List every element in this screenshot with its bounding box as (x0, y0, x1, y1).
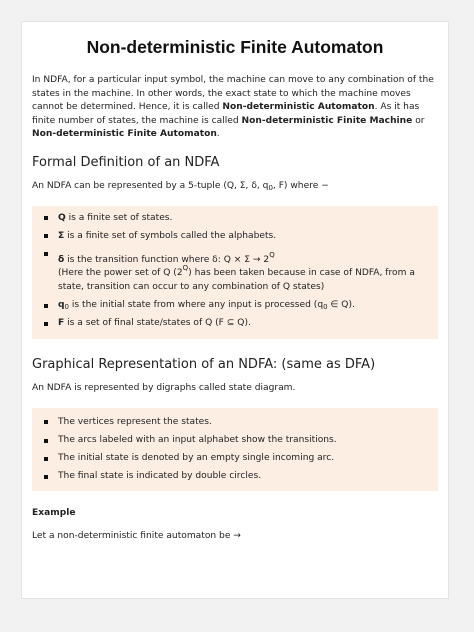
formal-definition-list (44, 212, 426, 331)
list-item (44, 299, 426, 313)
example-text: Let a non-deterministic finite automaton be → (32, 531, 241, 542)
list-item: The final state is indicated by double circles. (44, 470, 426, 484)
list-item (44, 212, 426, 226)
formal-definition-heading: Formal Definition of an NDFA (32, 154, 220, 170)
list-item (44, 317, 426, 331)
subscript: 0 (268, 183, 273, 192)
content (22, 22, 448, 544)
list-item: The initial state is denoted by an empty single incoming arc. (44, 452, 426, 466)
graphical-representation-heading: Graphical Representation of an NDFA: (same as DFA) (32, 357, 376, 373)
superscript: Q (182, 264, 189, 273)
list-item (44, 230, 426, 244)
symbol: Q (58, 212, 66, 223)
formal-lead (32, 180, 438, 194)
intro-paragraph (32, 74, 438, 142)
formal-lead-text: An NDFA can be represented by a 5-tuple (Q, Σ, δ, q (32, 180, 269, 191)
note-text: ) has been taken because in case of NDFA, from a state, transition can occur to any combination of Q states) (58, 268, 415, 292)
example-heading: Example (32, 507, 76, 518)
item-text: is a set of final state/states of Q (F ⊆ Q). (64, 318, 251, 329)
symbol: δ (58, 254, 65, 265)
intro-bold-term: Non-deterministic Automaton (222, 102, 375, 113)
symbol: Σ (58, 230, 65, 241)
formal-definition-box (32, 206, 438, 340)
graphical-lead: An NDFA is represented by digraphs called state diagram. (32, 383, 296, 394)
list-item: The vertices represent the states. (44, 416, 426, 430)
note-text: (Here the power set of Q (2 (58, 268, 183, 279)
intro-bold-term: Non-deterministic Finite Automaton (32, 129, 217, 140)
intro-text: or (412, 115, 425, 126)
item-text: is a finite set of symbols called the alphabets. (64, 230, 277, 241)
intro-text: . (216, 129, 220, 140)
symbol: F (58, 318, 65, 329)
page-title: Non-deterministic Finite Automaton (86, 37, 384, 57)
superscript: Q (269, 250, 275, 259)
graphical-list (44, 416, 426, 484)
subscript: 0 (323, 303, 328, 312)
item-text: ∈ Q). (327, 300, 355, 311)
intro-text: In NDFA, for a particular input symbol, the machine can move to any combination of the states in the machine. In other words, the exact state to which the machine moves cannot be determined. Hence, it is called (32, 75, 434, 113)
list-item (44, 248, 426, 295)
subscript: 0 (64, 303, 69, 312)
symbol: q (58, 300, 65, 311)
item-text: is a finite set of states. (65, 212, 173, 223)
item-note (58, 264, 426, 294)
formal-lead-text: , F) where − (272, 180, 329, 191)
item-text: is the initial state from where any input is processed (q (68, 300, 324, 311)
list-item: The arcs labeled with an input alphabet show the transitions. (44, 434, 426, 448)
intro-text: . As it has finite number of states, the machine is called (32, 102, 420, 126)
item-text: is the transition function where δ: Q × Σ → 2 (64, 254, 270, 265)
document-page (21, 21, 449, 599)
graphical-representation-box (32, 408, 438, 491)
intro-bold-term: Non-deterministic Finite Machine (241, 115, 413, 126)
